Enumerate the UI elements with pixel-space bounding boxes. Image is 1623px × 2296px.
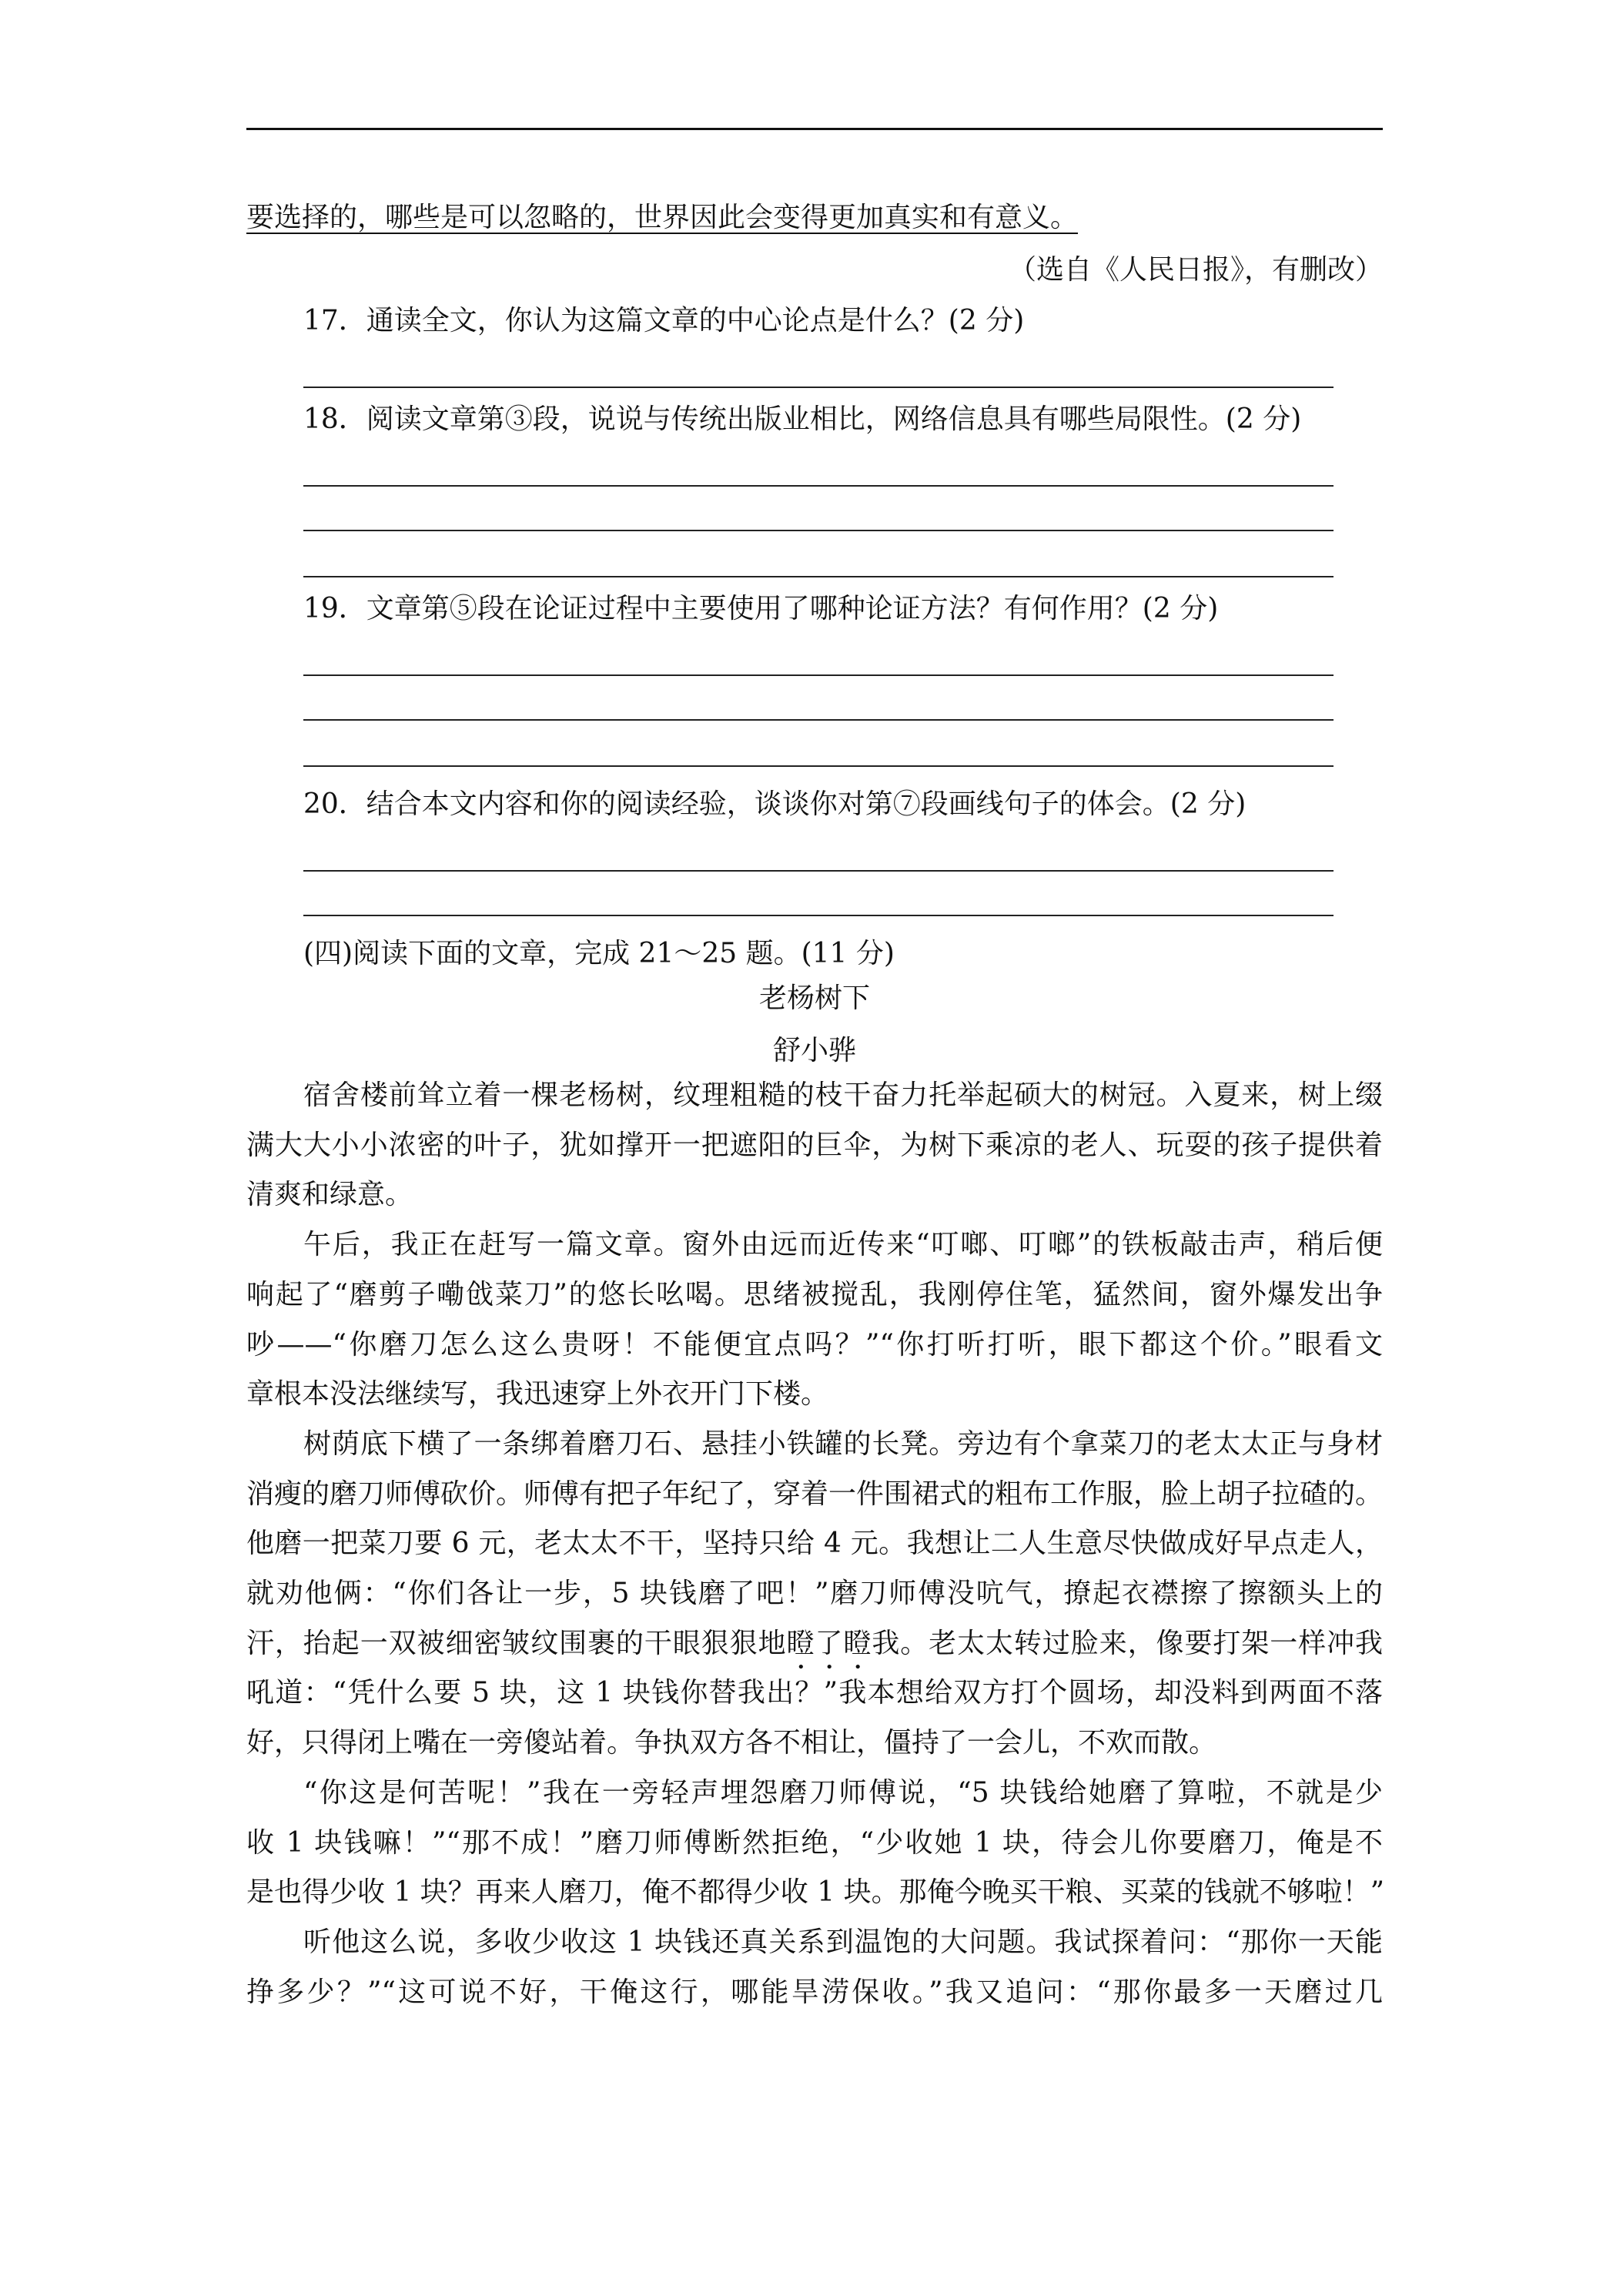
underlined-sentence: 要选择的，哪些是可以忽略的，世界因此会变得更加真实和有意义。 <box>246 202 1079 233</box>
article-line: 汗，抬起一双被细密皱纹围裹的干眼狠狠地瞪了瞪我。老太太转过脸来，像要打架一样冲我 <box>246 1627 1383 1659</box>
answer-line[interactable] <box>303 576 1334 577</box>
article-line: 章根本没法继续写，我迅速穿上外衣开门下楼。 <box>246 1378 829 1411</box>
article-line: 好，只得闭上嘴在一旁傻站着。争执双方各不相让，僵持了一会儿，不欢而散。 <box>246 1727 1217 1759</box>
article-line: 收 1 块钱嘛！”“那不成！”磨刀师傅断然拒绝，“少收她 1 块，待会儿你要磨刀，俺是不 <box>246 1826 1383 1859</box>
source-note: （选自《人民日报》，有删改） <box>1008 254 1383 286</box>
emphasized-phrase: 瞪了瞪 <box>786 1627 872 1659</box>
question-19: 19．文章第⑤段在论证过程中主要使用了哪种论证方法？有何作用？(2 分) <box>303 593 1219 624</box>
article-title: 老杨树下 <box>758 982 870 1014</box>
article-line: 就劝他俩：“你们各让一步，5 块钱磨了吧！”磨刀师傅没吭气，撩起衣襟擦了擦额头上的 <box>246 1578 1383 1609</box>
article-line: “你这是何苦呢！”我在一旁轻声埋怨磨刀师傅说，“5 块钱给她磨了算啦，不就是少 <box>303 1776 1383 1809</box>
answer-line[interactable] <box>303 915 1334 916</box>
article-line: 满大大小小浓密的叶子，犹如撑开一把遮阳的巨伞，为树下乘凉的老人、玩耍的孩子提供着 <box>246 1129 1383 1161</box>
answer-line[interactable] <box>303 719 1334 721</box>
answer-line[interactable] <box>303 485 1334 487</box>
article-line: 响起了“磨剪子嘞戗菜刀”的悠长吆喝。思绪被搅乱，我刚停住笔，猛然间，窗外爆发出争 <box>246 1278 1383 1310</box>
section-heading: (四)阅读下面的文章，完成 21～25 题。(11 分) <box>303 938 895 969</box>
answer-line[interactable] <box>303 387 1334 388</box>
answer-line[interactable] <box>303 530 1334 531</box>
answer-line[interactable] <box>303 870 1334 872</box>
article-line: 树荫底下横了一条绑着磨刀石、悬挂小铁罐的长凳。旁边有个拿菜刀的老太太正与身材 <box>303 1427 1383 1460</box>
article-line: 挣多少？”“这可说不好，干俺这行，哪能旱涝保收。”我又追问：“那你最多一天磨过几 <box>246 1976 1383 2008</box>
header-rule <box>246 128 1383 130</box>
answer-line[interactable] <box>303 674 1334 676</box>
question-17: 17．通读全文，你认为这篇文章的中心论点是什么？(2 分) <box>303 305 1025 336</box>
question-20: 20．结合本文内容和你的阅读经验，谈谈你对第⑦段画线句子的体会。(2 分) <box>303 788 1247 820</box>
article-line: 他磨一把菜刀要 6 元，老太太不干，坚持只给 4 元。我想让二人生意尽快做成好早点走人， <box>246 1528 1383 1560</box>
question-18: 18．阅读文章第③段，说说与传统出版业相比，网络信息具有哪些局限性。(2 分) <box>303 403 1302 435</box>
article-line: 消瘦的磨刀师傅砍价。师傅有把子年纪了，穿着一件围裙式的粗布工作服，脸上胡子拉碴的。 <box>246 1478 1384 1510</box>
article-line: 午后，我正在赶写一篇文章。窗外由远而近传来“叮啷、叮啷”的铁板敲击声，稍后便 <box>303 1229 1383 1261</box>
article-line: 吼道：“凭什么要 5 块，这 1 块钱你替我出？”我本想给双方打个圆场，却没料到两面不落 <box>246 1677 1383 1709</box>
article-line: 宿舍楼前耸立着一棵老杨树，纹理粗糙的枝干奋力托举起硕大的树冠。入夏来，树上缀 <box>303 1079 1383 1111</box>
article-line: 清爽和绿意。 <box>246 1179 413 1211</box>
article-line: 吵——“你磨刀怎么这么贵呀！不能便宜点吗？”“你打听打听，眼下都这个价。”眼看文 <box>246 1328 1383 1361</box>
article-author: 舒小骅 <box>772 1035 856 1066</box>
article-line: 听他这么说，多收少收这 1 块钱还真关系到温饱的大问题。我试探着问：“那你一天能 <box>303 1926 1383 1958</box>
answer-line[interactable] <box>303 765 1334 767</box>
article-line: 是也得少收 1 块？再来人磨刀，俺不都得少收 1 块。那俺今晚买干粮、买菜的钱就不够啦！” <box>246 1876 1384 1909</box>
